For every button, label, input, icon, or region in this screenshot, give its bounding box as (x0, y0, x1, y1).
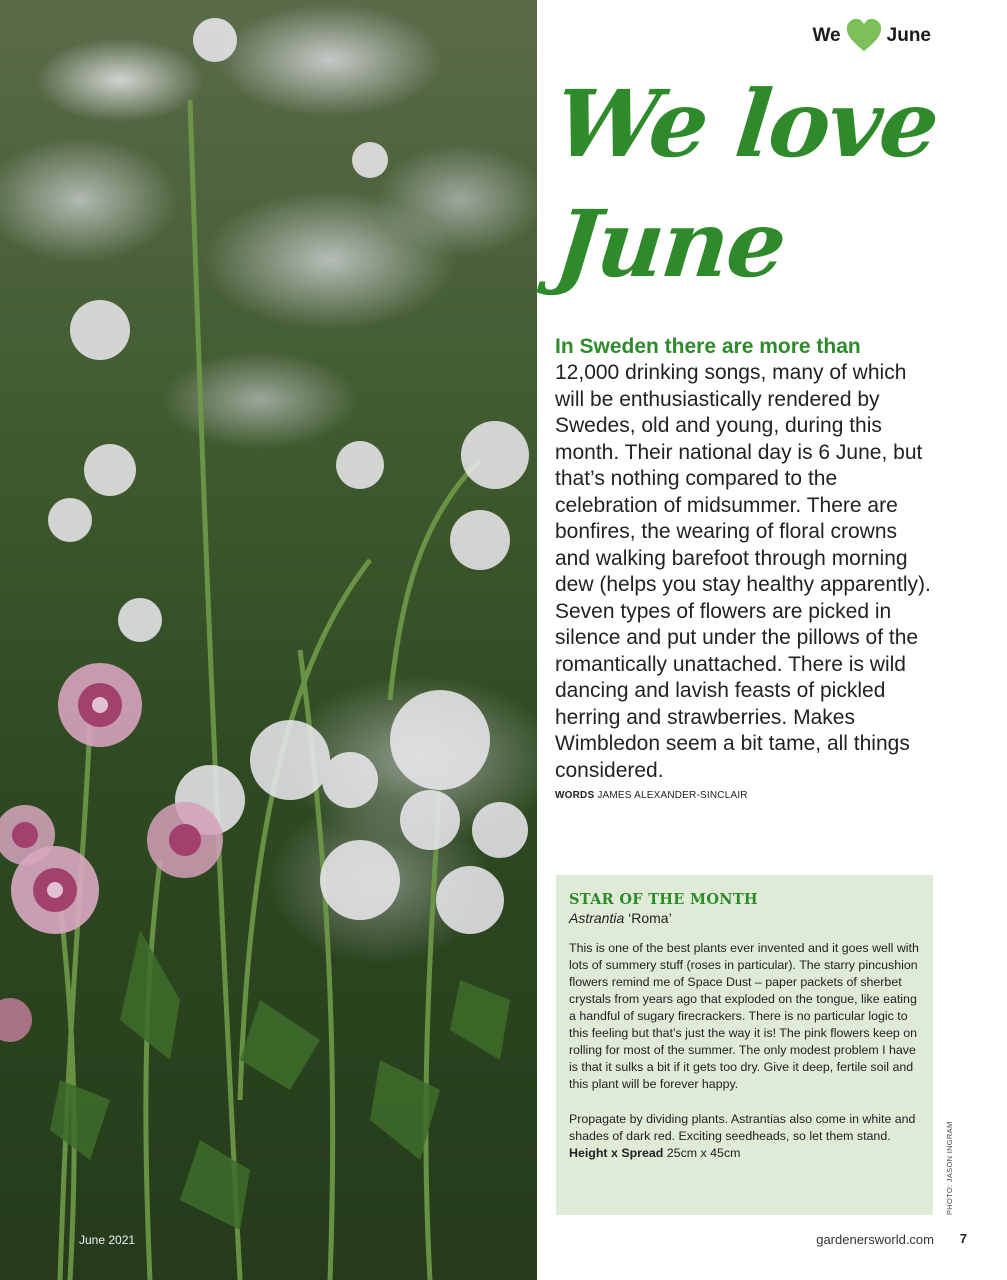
star-of-the-month-box (556, 875, 933, 1215)
badge-month: June (886, 25, 931, 46)
star-paragraph-1: This is one of the best plants ever invented and it goes well with lots of summery stuff (roses in particular). The starry pincushion flowers remind me of Space Dust – paper packets of sherbet crystals from years ago that exploded on the tongue, like eating a handful of sugary firecrackers. There is no particular logic to this feeling but that’s just the way it is! The pink flowers keep on rolling for most of the summer. The only modest problem I have is that it sulks a bit if it gets too dry. Give it deep, fertile soil and this plant will be forever happy. (569, 941, 919, 1091)
article-lead: In Sweden there are more than (555, 335, 861, 358)
credit-label: WORDS (555, 790, 595, 801)
article (555, 334, 935, 801)
article-text: 12,000 drinking songs, many of which will be enthusiastically rendered by Swedes, old and young, during this month. Their national day is 6 June, but that’s nothing compared to the celebration of midsummer. There are bonfires, the wearing of floral crowns and walking barefoot through morning dew (helps you stay healthy apparently). Seven types of flowers are picked in silence and put under the pillows of the romantically unattached. There is wild dancing and lavish feasts of pickled herring and strawberries. Makes Wimbledon seem a bit tame, all things considered. (555, 361, 931, 782)
title-line-1: We love (550, 70, 943, 178)
pink-flower (0, 998, 32, 1042)
credit-name: JAMES ALEXANDER-SINCLAIR (597, 790, 748, 801)
plant-cultivar: ‘Roma’ (628, 910, 672, 926)
plant-genus: Astrantia (569, 910, 625, 926)
size-label: Height x Spread (569, 1146, 664, 1160)
pink-flower (147, 802, 223, 878)
author-credit (555, 790, 935, 801)
title-line-2: June (550, 190, 790, 298)
star-heading: STAR OF THE MONTH (569, 891, 758, 908)
heart-icon (845, 17, 883, 55)
pink-flower (58, 663, 142, 747)
propagation-text: Propagate by dividing plants. Astrantias also come in white and shades of dark red. Exciting seedheads, so let them stand. (569, 1112, 916, 1143)
page-number: 7 (959, 1231, 967, 1246)
page-title (550, 64, 956, 304)
badge-we: We (812, 25, 841, 46)
star-paragraph-2 (569, 1111, 921, 1162)
website-url[interactable]: gardenersworld.com (816, 1232, 934, 1247)
photo-credit: PHOTO: JASON INGRAM (945, 1121, 954, 1215)
article-body (555, 334, 935, 784)
size-value: 25cm x 45cm (666, 1146, 741, 1160)
plant-name (569, 910, 921, 926)
issue-date: June 2021 (79, 1233, 136, 1247)
we-love-june-badge (812, 16, 931, 56)
